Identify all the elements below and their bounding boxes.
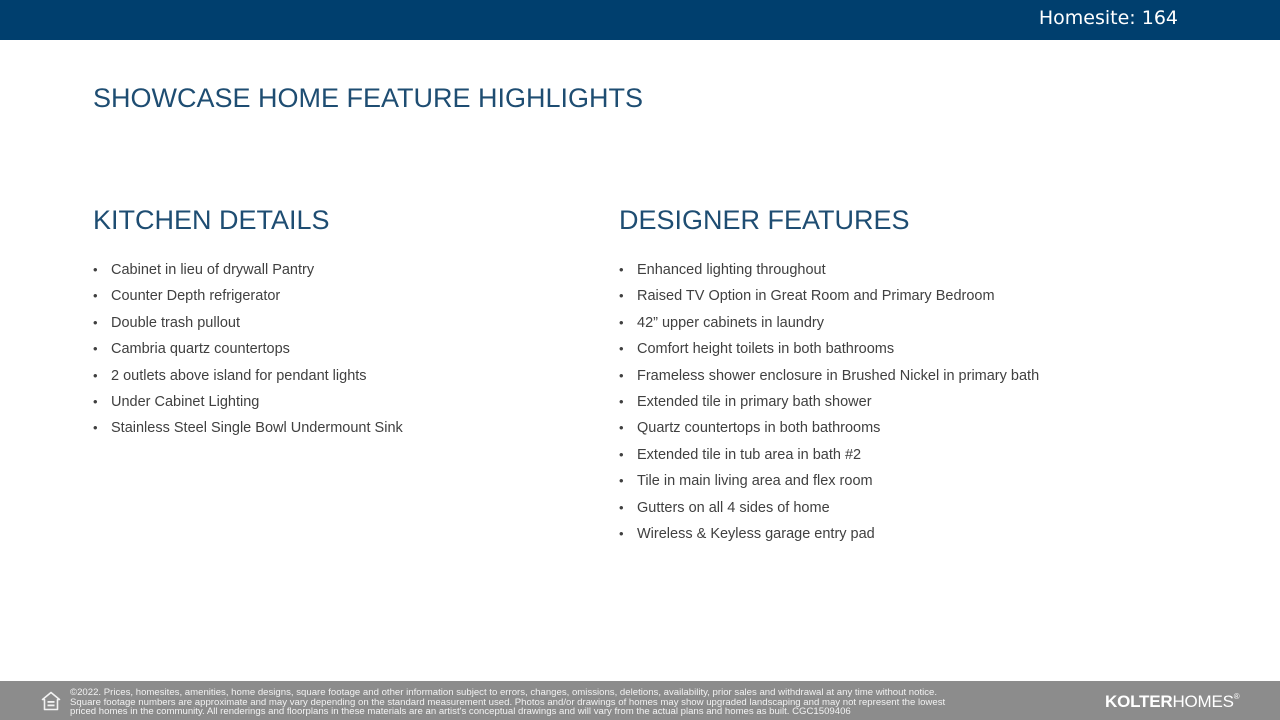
bullet-marker: • — [93, 341, 98, 357]
footer-disclaimer: ©2022. Prices, homesites, amenities, home designs, square footage and other information subject to errors, changes, omissions, deletions, availability, prior sales and withdrawal at any time without notice. Square footage numbers are approximate and may vary depending on the standard measurement used. Photos and/or drawings of homes may show upgraded landscaping and may not represent the lowest priced homes in the community. All renderings and floorplans in these materials are an artist's conceptual drawings and will vary from the actual plans and homes as built. CGC1509406 — [70, 688, 946, 717]
list-item-text: Quartz countertops in both bathrooms — [637, 420, 881, 437]
designer-features-list — [619, 258, 1179, 548]
list-item-text: Stainless Steel Single Bowl Undermount Sink — [111, 420, 403, 437]
bullet-marker: • — [619, 525, 624, 541]
footer — [0, 681, 1280, 720]
list-item-text: Double trash pullout — [111, 314, 240, 331]
designer-features-heading: DESIGNER FEATURES — [619, 205, 910, 235]
list-item-text: 2 outlets above island for pendant lights — [111, 367, 367, 384]
list-item — [619, 390, 1179, 416]
bullet-marker: • — [619, 262, 624, 277]
list-item — [619, 258, 1179, 284]
bullet-marker: • — [619, 473, 624, 489]
homesite-label: Homesite: 164 — [1038, 7, 1178, 29]
list-item-text: Cambria quartz countertops — [111, 341, 290, 358]
list-item-text: Tile in main living area and flex room — [637, 473, 873, 490]
bullet-marker: • — [619, 446, 624, 462]
logo-bold-text: KOLTER — [1105, 692, 1173, 711]
bullet-marker: • — [619, 314, 624, 330]
list-item — [619, 416, 1179, 442]
list-item-text: Comfort height toilets in both bathrooms — [637, 341, 895, 358]
list-item — [93, 364, 573, 390]
bullet-marker: • — [93, 288, 98, 304]
list-item — [619, 469, 1179, 495]
list-item-text: 42” upper cabinets in laundry — [637, 314, 825, 331]
bullet-marker: • — [93, 367, 98, 383]
list-item — [619, 311, 1179, 337]
list-item-text: Extended tile in tub area in bath #2 — [637, 446, 862, 463]
bullet-marker: • — [619, 499, 624, 515]
list-item — [619, 284, 1179, 310]
kolter-homes-logo — [1105, 692, 1239, 712]
top-banner — [0, 0, 1280, 40]
bullet-marker: • — [619, 420, 624, 436]
list-item-text: Frameless shower enclosure in Brushed Nickel in primary bath — [637, 367, 1040, 384]
kitchen-details-list — [93, 258, 573, 443]
bullet-marker: • — [93, 420, 98, 436]
list-item-text: Raised TV Option in Great Room and Primary Bedroom — [637, 288, 995, 305]
bullet-marker: • — [93, 314, 98, 330]
bullet-marker: • — [93, 393, 98, 409]
list-item — [93, 390, 573, 416]
bullet-marker: • — [619, 367, 624, 383]
list-item-text: Enhanced lighting throughout — [637, 262, 826, 278]
list-item — [619, 496, 1179, 522]
list-item-text: Gutters on all 4 sides of home — [637, 499, 830, 516]
bullet-marker: • — [619, 341, 624, 357]
list-item-text: Counter Depth refrigerator — [111, 288, 281, 305]
logo-registered-mark: ® — [1233, 692, 1240, 701]
list-item — [619, 337, 1179, 363]
list-item — [619, 364, 1179, 390]
equal-housing-icon — [41, 691, 61, 711]
list-item — [93, 311, 573, 337]
page-title: SHOWCASE HOME FEATURE HIGHLIGHTS — [93, 83, 644, 113]
list-item-text: Under Cabinet Lighting — [111, 393, 260, 410]
logo-regular-text: HOMES — [1172, 692, 1234, 711]
list-item — [619, 522, 1179, 548]
list-item-text: Extended tile in primary bath shower — [637, 393, 872, 410]
bullet-marker: • — [619, 288, 624, 304]
list-item — [619, 443, 1179, 469]
kitchen-details-heading: KITCHEN DETAILS — [93, 205, 330, 235]
list-item — [93, 337, 573, 363]
list-item-text: Cabinet in lieu of drywall Pantry — [111, 262, 315, 278]
bullet-marker: • — [619, 393, 624, 409]
list-item — [93, 416, 573, 442]
list-item-text: Wireless & Keyless garage entry pad — [637, 525, 875, 542]
bullet-marker: • — [93, 262, 98, 277]
list-item — [93, 284, 573, 310]
list-item — [93, 258, 573, 284]
